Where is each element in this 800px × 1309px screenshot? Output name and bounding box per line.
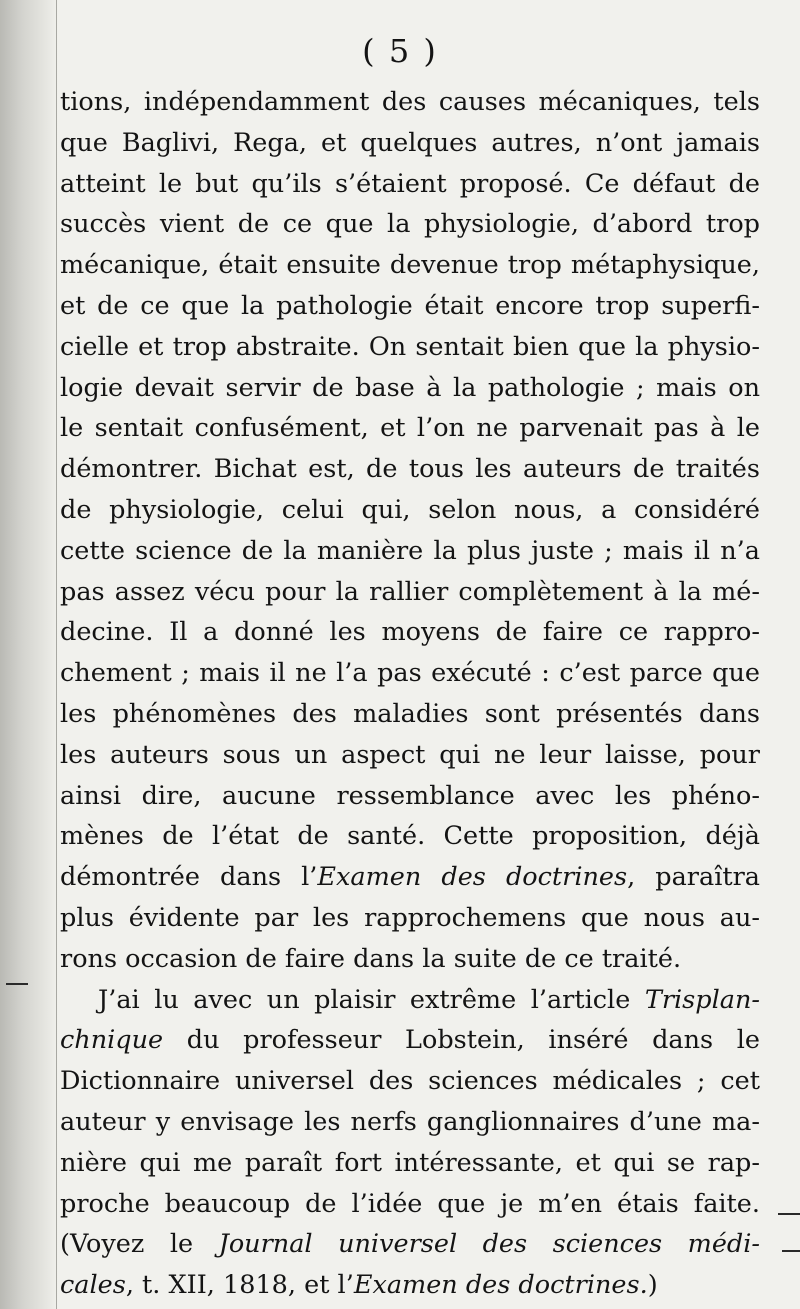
text-line	[60, 1224, 760, 1265]
text-line	[60, 490, 760, 531]
text-run: , paraîtra	[627, 862, 760, 893]
text-line	[60, 857, 760, 898]
text-run: pas assez vécu pour la rallier complètement à la mé-	[60, 576, 760, 607]
text-run: logie devait servir de base à la pathologie ; mais on	[60, 372, 760, 403]
text-line	[60, 694, 760, 735]
text-line	[60, 816, 760, 857]
text-run: nière qui me paraît fort intéressante, et qui se rap-	[60, 1147, 760, 1178]
text-run: démontrer. Bichat est, de tous les auteurs de traités	[60, 454, 760, 485]
body-text	[60, 82, 760, 1306]
text-line	[60, 82, 760, 123]
text-run: les phénomènes des maladies sont présentés dans	[60, 698, 760, 729]
text-run: auteur y envisage les nerfs ganglionnaires d’une ma-	[60, 1106, 760, 1137]
text-run: mécanique, était ensuite devenue trop métaphysique,	[60, 250, 760, 281]
text-run: (Voyez le	[60, 1229, 219, 1260]
text-run: du professeur Lobstein, inséré dans le	[163, 1025, 760, 1056]
text-line	[60, 449, 760, 490]
text-run: cette science de la manière la plus juste ; mais il n’a	[60, 535, 760, 566]
text-run: , t. XII, 1818, et l’	[125, 1270, 354, 1301]
text-run: chement ; mais il ne l’a pas exécuté : c’est parce que	[60, 658, 760, 689]
text-run: rons occasion de faire dans la suite de ce traité.	[60, 943, 682, 974]
margin-mark-right	[778, 1213, 800, 1215]
text-line	[60, 980, 760, 1021]
text-line	[60, 327, 760, 368]
text-run: le sentait confusément, et l’on ne parvenait pas à le	[60, 413, 760, 444]
page-gutter-edge	[56, 0, 57, 1309]
text-line	[60, 653, 760, 694]
text-line	[60, 572, 760, 613]
text-line	[60, 164, 760, 205]
text-line	[60, 408, 760, 449]
text-run: de physiologie, celui qui, selon nous, a considéré	[60, 494, 760, 525]
text-run: succès vient de ce que la physiologie, d’abord trop	[60, 209, 760, 240]
text-line	[60, 1265, 760, 1306]
text-run: et de ce que la pathologie était encore trop superfi-	[60, 290, 760, 321]
text-run: ainsi dire, aucune ressemblance avec les phéno-	[60, 780, 760, 811]
italic-text: Examen des doctrines.	[353, 1270, 648, 1301]
italic-text: Trisplan-	[644, 984, 760, 1015]
text-run: cielle et trop abstraite. On sentait bien que la physio-	[60, 331, 760, 362]
text-run: proche beaucoup de l’idée que je m’en étais faite.	[60, 1188, 760, 1219]
text-line	[60, 531, 760, 572]
text-run: mènes de l’état de santé. Cette proposition, déjà	[60, 821, 760, 852]
text-line	[60, 204, 760, 245]
page-number: ( 5 )	[362, 32, 438, 70]
text-run: démontrée dans l’	[60, 862, 318, 893]
text-line	[60, 123, 760, 164]
text-line	[60, 612, 760, 653]
text-run: Dictionnaire universel des sciences médicales ; cet	[60, 1066, 760, 1097]
text-run: les auteurs sous un aspect qui ne leur laisse, pour	[60, 739, 760, 770]
text-line	[60, 939, 760, 980]
text-line	[60, 776, 760, 817]
text-line	[60, 286, 760, 327]
text-line	[60, 245, 760, 286]
text-line	[60, 735, 760, 776]
text-run: J’ai lu avec un plaisir extrême l’article	[98, 984, 645, 1015]
text-line	[60, 898, 760, 939]
text-run: )	[647, 1270, 658, 1301]
margin-mark-right	[782, 1250, 800, 1252]
text-run: que Baglivi, Rega, et quelques autres, n’ont jamais	[60, 127, 760, 158]
italic-text: Examen des doctrines	[317, 862, 628, 893]
page-gutter-shadow	[0, 0, 58, 1309]
text-run: plus évidente par les rapprochemens que nous au-	[60, 902, 760, 933]
text-line	[60, 368, 760, 409]
text-run: decine. Il a donné les moyens de faire ce rappro-	[60, 617, 760, 648]
text-line	[60, 1020, 760, 1061]
text-line	[60, 1143, 760, 1184]
text-line	[60, 1184, 760, 1225]
italic-text: chnique	[60, 1025, 164, 1056]
text-line	[60, 1102, 760, 1143]
text-run: tions, indépendamment des causes mécaniques, tels	[60, 87, 760, 117]
italic-text: cales	[60, 1270, 126, 1301]
italic-text: Journal universel des sciences médi-	[218, 1229, 760, 1260]
margin-mark-left	[6, 983, 28, 985]
text-line	[60, 1061, 760, 1102]
text-run: atteint le but qu’ils s’étaient proposé. Ce défaut de	[60, 168, 760, 199]
